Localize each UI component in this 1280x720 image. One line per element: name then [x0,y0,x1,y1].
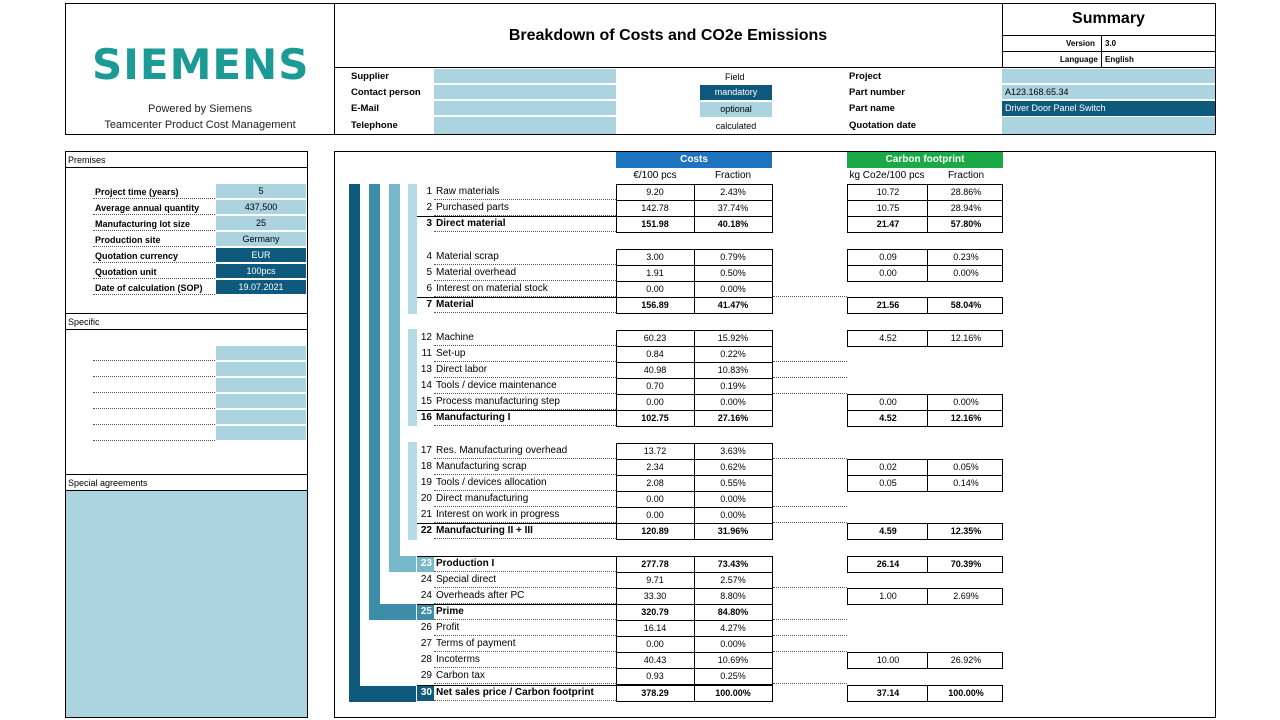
special-agreements-title: Special agreements [68,478,148,488]
row-number: 17 [420,445,432,456]
row-dotline [434,700,616,701]
special-line-top [65,474,308,475]
premises-dotline [93,246,215,247]
summary-line-1 [1002,35,1215,36]
carbon-value: 1.00 [879,591,897,601]
row-number: 5 [426,267,432,278]
row-dotline [434,361,616,362]
premises-label: Quotation currency [95,251,179,261]
carbon-dotline [773,635,847,636]
carbon-dotline [773,651,847,652]
row-number: 20 [420,493,432,504]
language-label: Language [1060,55,1098,64]
version-label: Version [1066,39,1095,48]
powered-by-line1: Powered by Siemens [148,103,252,115]
row-dotline [434,231,616,232]
row-dotline [434,280,616,281]
row-dotline [434,345,616,346]
version-value[interactable]: 3.0 [1105,39,1117,48]
special-agreements-field[interactable] [66,491,307,717]
specific-dotline [93,392,215,393]
cost-fraction: 10.83% [717,365,749,375]
telephone-label: Telephone [351,120,398,131]
row-label: Tools / devices allocation [436,477,547,488]
hierarchy-bar-level2 [369,184,380,620]
row-label: Direct manufacturing [436,493,529,504]
part-name-field[interactable]: Driver Door Panel Switch [1002,101,1215,116]
cost-fraction: 84.80% [717,607,749,617]
premises-dotline [93,198,215,199]
premises-label: Production site [95,235,161,245]
cost-value: 320.79 [641,607,669,617]
cost-fraction: 0.00% [720,639,746,649]
cost-value: 2.34 [646,462,664,472]
cost-fraction: 0.79% [720,252,746,262]
cost-fraction-header: Fraction [714,170,752,181]
supplier-field[interactable] [434,69,616,84]
premises-dotline [93,262,215,263]
carbon-value: 0.09 [879,252,897,262]
row-label: Manufacturing II + III [436,525,533,536]
cost-fraction: 0.22% [720,349,746,359]
carbon-value: 4.52 [879,413,897,423]
row-number: 16 [420,412,432,423]
hierarchy-bar-level1-foot [349,686,416,702]
cost-fraction: 3.63% [720,446,746,456]
carbon-value: 0.00 [879,397,897,407]
row-number: 25 [420,606,432,617]
premises-dotline [93,230,215,231]
cost-value: 120.89 [641,526,669,536]
legend-calculated: calculated [715,121,757,131]
row-label: Carbon tax [436,670,485,681]
carbon-fraction: 12.35% [950,526,982,536]
row-number: 30 [420,687,432,698]
row-dotline [434,587,616,588]
carbon-fraction: 28.94% [950,203,982,213]
cost-value: 156.89 [641,300,669,310]
cost-fraction: 2.43% [720,187,746,197]
cost-fraction: 0.00% [720,397,746,407]
premises-title-line [65,167,308,168]
cost-value: 33.30 [643,591,667,601]
cost-value: 3.00 [646,252,664,262]
row-label: Raw materials [436,186,500,197]
premises-dotline [93,278,215,279]
cost-value: 0.70 [646,381,664,391]
carbon-fraction: 0.00% [953,397,979,407]
carbon-fraction: 26.92% [950,655,982,665]
row-number: 4 [426,251,432,262]
carbon-dotline [773,458,847,459]
row-number: 18 [420,461,432,472]
premises-dotline [93,294,215,295]
row-dotline [434,683,616,684]
row-rule [417,556,616,557]
row-label: Profit [436,622,460,633]
row-number: 27 [420,638,432,649]
row-label: Overheads after PC [436,590,525,601]
cost-value: 60.23 [643,333,667,343]
cost-value: 2.08 [646,478,664,488]
specific-dotline [93,376,215,377]
summary-line-2 [1002,51,1215,52]
cost-fraction: 0.55% [720,478,746,488]
cost-fraction: 31.96% [717,526,749,536]
language-value[interactable]: English [1105,55,1134,64]
premises-value[interactable]: 25 [216,216,306,231]
carbon-fraction-header: Fraction [947,170,985,181]
row-label: Direct labor [436,364,488,375]
row-label: Process manufacturing step [436,396,560,407]
project-label: Project [849,71,882,82]
cost-fraction: 4.27% [720,623,746,633]
email-field[interactable] [434,101,616,116]
carbon-dotline [773,393,847,394]
cost-fraction: 15.92% [717,333,749,343]
row-label: Manufacturing I [436,412,511,423]
cost-fraction: 100.00% [715,688,751,698]
carbon-dotline [773,683,847,684]
carbon-value: 4.52 [879,333,897,343]
specific-field[interactable] [216,362,306,377]
row-number: 29 [420,670,432,681]
cost-fraction: 0.00% [720,284,746,294]
cost-value: 13.72 [643,446,667,456]
premises-value[interactable]: Germany [216,232,306,247]
cost-value: 378.29 [641,688,669,698]
row-label: Interest on material stock [436,283,548,294]
carbon-value: 4.59 [879,526,897,536]
premises-value[interactable]: 19.07.2021 [216,280,306,295]
supplier-label: Supplier [351,71,390,82]
cost-fraction: 0.62% [720,462,746,472]
row-number: 7 [426,299,432,310]
row-label: Material overhead [436,267,517,278]
carbon-dotline [773,506,847,507]
cost-value: 102.75 [641,413,669,423]
carbon-value: 0.05 [879,478,897,488]
carbon-fraction: 100.00% [948,688,984,698]
specific-title: Specific [68,317,100,327]
cost-fraction: 0.25% [720,671,746,681]
row-dotline [434,474,616,475]
row-label: Purchased parts [436,202,509,213]
row-number: 21 [420,509,432,520]
row-number: 15 [420,396,432,407]
row-label: Res. Manufacturing overhead [436,445,568,456]
row-rule [417,685,616,686]
cost-fraction: 0.00% [720,510,746,520]
carbon-dotline [773,361,847,362]
cost-value: 0.00 [646,639,664,649]
quotation-date-label: Quotation date [849,120,917,131]
carbon-value: 21.56 [876,300,900,310]
cost-fraction: 2.57% [720,575,746,585]
carbon-fraction: 57.80% [950,219,982,229]
cost-value: 151.98 [641,219,669,229]
carbon-value: 21.47 [876,219,900,229]
carbon-unit-header: kg Co2e/100 pcs [849,170,925,181]
row-label: Production I [436,558,495,569]
cost-value: 0.00 [646,510,664,520]
row-label: Direct material [436,218,506,229]
row-rule [417,604,616,605]
specific-field[interactable] [216,410,306,425]
row-dotline [434,538,616,539]
row-label: Set-up [436,348,466,359]
cost-fraction: 10.69% [717,655,749,665]
row-dotline [434,377,616,378]
quotation-date-field[interactable] [1002,117,1215,134]
row-label: Material [436,299,474,310]
row-dotline [434,571,616,572]
legend-optional: optional [700,102,772,117]
row-number: 24 [420,574,432,585]
cost-value: 40.98 [643,365,667,375]
row-rule [417,216,616,217]
part-name-label: Part name [849,103,895,114]
carbon-fraction: 58.04% [950,300,982,310]
cost-value: 277.78 [641,559,669,569]
cost-value: 1.91 [646,268,664,278]
carbon-fraction: 2.69% [953,591,979,601]
row-label: Tools / device maintenance [436,380,557,391]
hierarchy-bar-level1 [349,184,360,702]
carbon-dotline [773,587,847,588]
carbon-fraction: 0.05% [953,462,979,472]
row-number: 2 [426,202,432,213]
specific-dotline [93,360,215,361]
carbon-fraction: 0.23% [953,252,979,262]
row-label: Prime [436,606,464,617]
siemens-logo: SIEMENS [92,40,310,89]
specific-field[interactable] [216,378,306,393]
header-divider-1 [334,3,335,135]
row-number: 24 [420,590,432,601]
cost-fraction: 37.74% [717,203,749,213]
carbon-fraction: 70.39% [950,559,982,569]
row-label: Net sales price / Carbon footprint [436,687,594,698]
carbon-fraction: 0.14% [953,478,979,488]
row-rule [417,410,616,411]
cost-value: 0.84 [646,349,664,359]
specific-field[interactable] [216,426,306,441]
row-dotline [434,425,616,426]
breakdown-panel [334,151,1216,718]
row-label: Incoterms [436,654,480,665]
hierarchy-bar-level4b [408,329,417,426]
row-label: Terms of payment [436,638,516,649]
premises-label: Quotation unit [95,267,157,277]
header-hline [334,67,1216,68]
carbon-value: 0.02 [879,462,897,472]
contact-person-label: Contact person [351,87,421,98]
row-label: Manufacturing scrap [436,461,527,472]
cost-value: 0.00 [646,494,664,504]
row-number: 1 [426,186,432,197]
carbon-fraction: 12.16% [950,413,982,423]
premises-label: Project time (years) [95,187,179,197]
row-label: Machine [436,332,474,343]
specific-field[interactable] [216,346,306,361]
premises-title: Premises [68,155,106,165]
carbon-dotline [773,377,847,378]
carbon-value: 10.00 [876,655,900,665]
specific-line-top [65,313,308,314]
cost-fraction: 41.47% [717,300,749,310]
cost-value: 142.78 [641,203,669,213]
premises-label: Date of calculation (SOP) [95,283,203,293]
row-rule [417,523,616,524]
carbon-value: 37.14 [876,688,900,698]
premises-value[interactable]: EUR [216,248,306,263]
carbon-fraction: 0.00% [953,268,979,278]
cost-value: 9.71 [646,575,664,585]
page-title: Breakdown of Costs and CO2e Emissions [508,27,828,44]
specific-dotline [93,424,215,425]
row-number: 12 [420,332,432,343]
cost-fraction: 8.80% [720,591,746,601]
row-dotline [434,312,616,313]
row-number: 22 [420,525,432,536]
row-dotline [434,667,616,668]
row-number: 11 [421,348,432,359]
carbon-dotline [773,619,847,620]
powered-by-line2: Teamcenter Product Cost Management [104,119,296,131]
row-number: 6 [426,283,432,294]
row-number: 19 [420,477,432,488]
hierarchy-bar-level4a [408,184,417,314]
hierarchy-bar-level4c [408,442,417,540]
row-label: Special direct [436,574,497,585]
cost-fraction: 0.50% [720,268,746,278]
row-dotline [434,458,616,459]
carbon-fraction: 28.86% [950,187,982,197]
row-dotline [434,393,616,394]
carbon-value: 10.72 [876,187,900,197]
row-rule [417,297,616,298]
row-label: Material scrap [436,251,499,262]
premises-label: Manufacturing lot size [95,219,191,229]
premises-value[interactable]: 437,500 [216,200,306,215]
cost-value: 9.20 [646,187,664,197]
carbon-fraction: 12.16% [950,333,982,343]
row-number: 26 [420,622,432,633]
carbon-value: 0.00 [879,268,897,278]
row-dotline [434,264,616,265]
row-number: 23 [420,558,432,569]
cost-fraction: 40.18% [717,219,749,229]
legend-field-label: Field [725,72,745,82]
row-dotline [434,199,616,200]
part-number-label: Part number [849,87,905,98]
hierarchy-bar-level3 [389,184,400,572]
summary-title: Summary [1072,10,1145,27]
contact-person-field[interactable] [434,85,616,100]
part-number-field[interactable]: A123.168.65.34 [1002,85,1215,100]
row-number: 13 [420,364,432,375]
project-field[interactable] [1002,69,1215,84]
row-label: Interest on work in progress [436,509,560,520]
carbon-dotline [773,296,847,297]
costs-header: Costs [616,152,772,168]
cost-value: 40.43 [643,655,667,665]
cost-unit-header: €/100 pcs [633,170,677,181]
row-dotline [434,619,616,620]
specific-field[interactable] [216,394,306,409]
email-label: E-Mail [351,103,379,114]
premises-value[interactable]: 5 [216,184,306,199]
row-number: 28 [420,654,432,665]
premises-dotline [93,214,215,215]
row-dotline [434,506,616,507]
specific-line [65,329,308,330]
cost-value: 0.00 [646,284,664,294]
cost-fraction: 27.16% [717,413,749,423]
carbon-dotline [773,522,847,523]
carbon-value: 26.14 [876,559,900,569]
row-dotline [434,635,616,636]
cost-fraction: 0.00% [720,494,746,504]
legend-mandatory: mandatory [700,85,772,100]
premises-label: Average annual quantity [95,203,200,213]
cost-value: 0.93 [646,671,664,681]
specific-dotline [93,408,215,409]
cost-value: 0.00 [646,397,664,407]
carbon-value: 10.75 [876,203,900,213]
row-dotline [434,490,616,491]
row-dotline [434,651,616,652]
premises-value[interactable]: 100pcs [216,264,306,279]
hierarchy-bar-level3-foot [389,556,416,572]
row-number: 3 [426,218,432,229]
row-number: 14 [420,380,432,391]
cost-value: 16.14 [643,623,667,633]
carbon-footprint-header: Carbon footprint [847,152,1003,168]
summary-vline [1101,35,1102,67]
cost-fraction: 73.43% [717,559,749,569]
hierarchy-bar-level2-foot [369,604,416,620]
specific-dotline [93,440,215,441]
telephone-field[interactable] [434,117,616,134]
cost-fraction: 0.19% [720,381,746,391]
